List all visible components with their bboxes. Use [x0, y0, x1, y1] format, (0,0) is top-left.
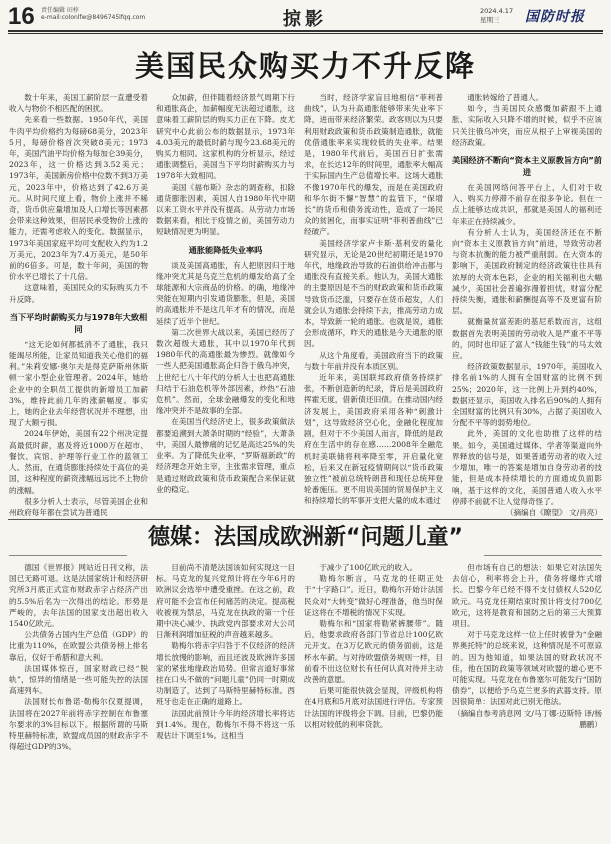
- paragraph: 勒梅尔和“国家将勒紧裤腰带”。随后，他要求政府各部门节省总计100亿欧元开支。在3万亿欧元的债务面前，这是杯水车薪。与对待欧盟债务规则一样，目前看不出这位财长有任何认真对待并主动改善的意愿。: [304, 619, 443, 685]
- section-title: 掠影: [283, 9, 327, 30]
- paragraph: 众加薪，但伴随着经济景气周期下行和通胀高企，加薪幅度无法超过通胀，这意味着工薪阶层的购买力正在下降。皮尤研究中心此前公布的数据显示，1973年4.03美元的最低时薪与现今23.68美元的购买力相同。这家机构的分析显示，经过通胀调整后，美国当下平均时薪购买力与1978年大致相同。: [156, 93, 295, 181]
- paragraph: 就衡量贫富差距的基尼系数而言，这组数据首先表明美国的劳动收入是严重不平等的，同时也印证了富人“钱能生钱”的马太效应。: [452, 317, 602, 361]
- article1-subhead-3: 美国经济不断向“资本主义原教旨方向”前进: [452, 155, 602, 178]
- paragraph: “这无论如何都抵消不了通胀，我只能竭尽所能，让家员知道我关心他们的福利。”朱莉安娜·奥尔夫是得克萨斯州休斯顿一家小型企业管理者。2024年，她给企业中的全职员工提供的新增员工加薪3%，维持此前几年的涨薪幅度。事实上，她的企业去年经营状况并不理想，出现了大额亏损。: [9, 339, 148, 428]
- editor-email: e-mail:colonlfw@8496745lfqq.com: [41, 14, 146, 21]
- article1-column-4: [452, 92, 602, 516]
- paragraph: 后果可能很快就会显现，评级机构将在4月底和5月底对法国进行评估。专家预计法国的评级将会下调。目前，巴黎仍能以相对较低的利率贷款。: [304, 686, 443, 729]
- paragraph: 谈及美国高通胀，有人把原因归于地缘冲突尤其是乌克兰危机的爆发给高了全球能源和大宗商品的价格。的确，地缘冲突能在短期内引发通货膨胀，但是，美国的高通胀并不是这几年才有的情况，而是延续了近半个世纪。: [156, 260, 295, 326]
- article2-headline: 德媒：法国成欧洲新“问题儿童”: [148, 525, 463, 550]
- paragraph: 先来看一些数据。1950年代，美国牛肉平均价格约为每磅68美分，2023年5月，每磅价格首次突破8美元；1973年，美国汽油平均价格为每加仑39美分，2023年，这一价格达到3.52美元；1973年，美国新房价格中位数不到3万美元，2023年中，价格达到了42.6万美元。从时间尺度上看，物价上涨并不稀奇，货币供应量增加及人口增长等因素都会带来这种效果，但居民承受物价上涨的能力，还需考虑收入的变化。数据显示，1973年美国家庭平均可支配收入约为1.2万美元，2023年为7.4万美元，是50年前的6倍多。可是，数十年间，美国的物价水平已增长了十几倍。: [9, 115, 148, 282]
- article1-subhead-1: 当下平均时薪购买力与1978年大致相同: [9, 311, 148, 334]
- page-number: 16: [8, 3, 35, 30]
- article2-column-4: [452, 562, 602, 838]
- paragraph: 美国《福布斯》杂志的调查称，扣除通货膨胀因素，美国人自1980年代中期以来工资水平并没有提高。从劳动力市场数据来看，相比于疫情之前，美国劳动力短缺情况更为明显。: [156, 182, 295, 237]
- paragraph: 数十年来，美国工薪阶层一直遭受着收入与物价不相匹配的困扰。: [9, 93, 148, 114]
- header-rule: [8, 30, 603, 32]
- paragraph: 从这个角度看，美国政府当下的政策与数十年前并没有本质区别。: [304, 350, 443, 371]
- article2-column-3: [304, 562, 443, 838]
- paragraph: 2024年伊始，美国有22个州决定提高最低时薪，惠及将近1000万在超市、餐饮、宾馆、护理等行业工作的蓝领工人。然而，在通货膨胀持续处于高位的美国，这种程度的薪资涨幅远远比不上物价的涨幅。: [9, 429, 148, 495]
- paragraph: 第二次世界大战以来，美国已经历了数次超级大通胀，其中以1970年代到1980年代的高通胀最为惨烈。就像如今一些人把美国通胀高企归咎于俄乌冲突，上世纪七八十年代的分析人士也把高通胀归结于石油危机等外部因素，炒热“石油危机”。然而，全球金融爆发的变化和地缘冲突并不是故事的全部。: [156, 327, 295, 416]
- date-text: 2024.4.17: [480, 7, 514, 15]
- article1-headline: 美国民众购买力不升反降: [134, 49, 476, 83]
- header-rule-thin: [8, 33, 603, 34]
- paragraph: 对于马克龙这样一位上任时被誉为“金融界奥托特”的总统来说，这种情况是不可原谅的。因为他知道，如果法国的财政状况不佳，他在国防政策等领域对欧盟的雄心更不可能实现。马克龙在布鲁塞尔可能发行“国防债券”，以便给予乌克兰更多的武器支持。原因很简单：法国对此已别无他法。: [452, 630, 602, 707]
- paragraph: 于减少了100亿欧元的收入。: [319, 563, 418, 572]
- paragraph: 当时，经济学家盲目地相信“菲利普曲线”，认为升高通胀能够带来失业率下降，进而带来经济繁荣。政客则以为只要利用财政政策和货币政策制造通胀，就能优借通胀率来实现较低的失业率。结果是，1980年代前后，美国百日扩张需求，在长达12年的时间里，通胀率大幅高于实际国内生产总值增长率。这场大通胀不像1970年代的爆发，而是在美国政府和华尔街不懈“智慧”的监管下，“保增长”的货币和债务流动性，造成了一场民众的贫困化，而事实证明“菲利普曲线”已经破产。: [304, 93, 443, 237]
- article1-column-3: [304, 92, 443, 516]
- paragraph: 这意味着，美国民众的实际购买力不升反降。: [9, 283, 148, 304]
- paragraph: 如今，当美国民众感慨加薪跟不上通胀、实际收入只降不增的时候，似乎不应该只关注俄乌冲突，而应从根子上审视美国的经济政策。: [452, 104, 602, 147]
- paragraph: 法国媒体惊百，国家财政已经“脱轨”，惊异的情绪是一些可能失控的法国高速列车。: [9, 663, 148, 696]
- article2-byline: （摘编自参考消息网 文/马丁娜·迈斯特 译/杨鹏鹏）: [452, 708, 602, 729]
- newspaper-logo: 国防时报: [525, 9, 585, 25]
- paragraph: 德国《世界报》网站近日刊文称，法国已无路可退。这是法国家统计和经济研究所3月底正式宣布财政赤字占经济产出的5.5%后名为一次得出的结论。形势是严峻的，去年法国的国家支出超出收入1540亿欧元。: [9, 563, 148, 629]
- paragraph: 勒梅尔将赤字归咎于不仅经济的经济增长放慢的影响，而且还波及欧洲许多国家的紧张地缘政治局势。但常言道好事常挂在口头不做的“问题儿童”仍同一时期成功制造了，达到了马斯特里赫特标准。西班牙也走在正确的道路上。: [156, 641, 295, 707]
- paragraph: 在美国网络问答平台上，人们对于收入、购买力停滞不前存在很多争论。但在一点上能够达成共识，那就是美国人的福利还年来正在持续减少。: [452, 183, 602, 226]
- paragraph: 近年来，美国联邦政府债务持续扩张，不断创造新的纪录，背后是美国政府挥霍无度，借新债还旧债。在推动国内经济发展上，美国政府采用各种“刺激计划”，这导致经济空心化，金融化程度加剧，但对于不少美国人而言，降低的是政府在生活中的存在感……2008年全融危机时美联储将利率降至零，开启量化宽松，后来又在新冠疫情期间以“货币政策独立性”被前总统特朗普和现任总统拜登轮番施压。更不用说美国的贸易保护主义和持续增长的军事开支把大量的成本通过: [304, 373, 443, 506]
- paragraph: 公共债务占国内生产总值（GDP）的比重为110%，在欧盟公共债务榜上排名靠后，仅好于希腊和意大利。: [9, 630, 148, 662]
- article2-column-1: [9, 562, 148, 838]
- paragraph: 美国经济学家卢卡斯·基利安的量化研究显示，无论是20世纪初期还是1970年代，地缘政治导致的石油供给冲击都与通胀没有直接关系。他认为，美国大通胀的主要原因是不当的财政政策和货币政策导致货币泛滥，只要存在货币超发，人们就会认为通胀会持续下去，推高劳动力成本，导致新一轮的通胀。也就是说，通胀会形成循环，昨天的通胀是今天通胀的原因。: [304, 238, 443, 349]
- paragraph: 勒梅尔断言，马克龙的任期正处于“十字路口”。近日，勒梅尔开始计法国民众对“大转变”做好心理准备，他当时保证这将在不增税的情况下实现。: [304, 574, 443, 617]
- paragraph: 此外，美国的文化也助推了这样的结果。如今，美国通过媒体、学者等渠道向外界释放的信号是，如果普通劳动者的收入过少增加，唯一的答案是增加自身劳动者的技能，但是成本持续增长的方面通成负面影响，基于这样的文化，美国普通人收入水平停滞不前就不让人觉得奇怪了。: [452, 429, 602, 506]
- paragraph: 法国此前预计今年的经济增长率将达到1.4%。现在，勒梅尔不得不将这一乐观估计下调至1%。这相当: [156, 708, 295, 741]
- editor-info: [41, 7, 145, 21]
- headline-rule-right: [484, 555, 602, 556]
- issue-date: [480, 7, 513, 25]
- article1-subhead-2: 通胀能降低失业率吗: [188, 244, 263, 255]
- paragraph: 目前尚不清楚法国该如何实现这一目标。马克龙的复兴党预计将在今年6月的欧洲议会选举中遭受重挫。在这之前，政府可能不会宣布任何痛苦的决定。提高税收被视为禁忌，马克龙在执政的第一个任期中决心减少、执政党内部要求对大公司日渐利润增加征税的声音越来越多。: [156, 563, 295, 640]
- article1-column-2: [156, 92, 295, 516]
- article2-column-2: [156, 562, 295, 838]
- paragraph: 经济政策数据显示，1970年，美国收入排名前1%的人拥有全国财富的比例不到25%；2020年，这一比例上升到约40%，数据还显示，美国收入排名后90%的人拥有全国财富的比例只有30%，占据了美国收入分配不平等的弱势地位。: [452, 362, 602, 428]
- editor-name: 责任编辑 田梓: [41, 7, 79, 14]
- headline-rule-left: [9, 555, 127, 556]
- paragraph: 在美国当代经济史上，很多政策做法都要追溯到大萧条时期的“经验”，大萧条中，美国人最惨痛的记忆是高达25%的失业率。为了降低失业率，“罗斯福新政”的经济理念开始主宰，主张需求管理，重点是通过财政政策和货币政策配合来保证就业的稳定。: [156, 417, 295, 494]
- weekday-text: 星期三: [480, 16, 500, 24]
- article1-byline: （摘编自《瞭望》 文/肖亮）: [505, 507, 602, 516]
- paragraph: 有分析人士认为，美国经济还在不断向“资本主义原教旨方向”前进，导致劳动者与资本抗衡的能力被严重削弱。在大资本的影响下，美国政府制定的经济政策往往具有浓厚的大资本色彩，企业的相关福利也大幅减少，美国社会普遍弥漫着担忧，财富分配持续失衡，通胀和薪酬提高等不及更富有阶层。: [452, 227, 602, 316]
- paragraph: 很多分析人士表示，尽管美国企业和州政府每年都在尝试为普通民: [9, 496, 148, 516]
- paragraph: 但市场有自己的想法：如果它对法国失去信心，利率将会上升，债务将爆炸式增长。巴黎今年已经不得不支付债权人520亿欧元。马克龙任期结束时预计将支付700亿欧元，这将是教育和国防之后的第三大预算项目。: [452, 563, 602, 629]
- paragraph: 法国财长布鲁诺·勒梅尔仅夏提调，法国将在2027年前将赤字控制在布鲁塞尔要求的3%目标以下。根据所谓的马斯特里赫特标准，欧盟成员国的财政赤字不得超过GDP的3%。: [9, 697, 148, 752]
- article1-column-1: [9, 92, 148, 516]
- paragraph: 通胀转嫁给了普通人。: [467, 93, 544, 102]
- page-header: [8, 4, 603, 30]
